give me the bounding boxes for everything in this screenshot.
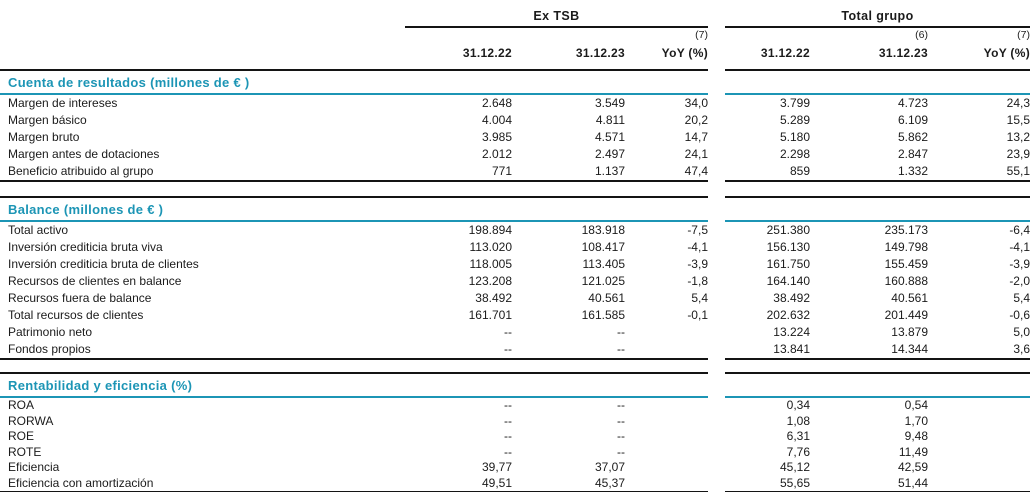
cell: 37,07 (594, 460, 625, 474)
cell: 123.208 (468, 274, 512, 288)
table-row (0, 129, 1034, 146)
spacer-cell (0, 28, 405, 43)
column-gap (708, 414, 725, 430)
cell: -1,8 (687, 274, 708, 288)
table-row (0, 273, 1034, 290)
cell (625, 414, 708, 430)
table-row (0, 445, 1034, 461)
column-gap (708, 307, 725, 324)
cell: 155.459 (884, 257, 928, 271)
cell: 2.847 (897, 147, 928, 161)
cell: -- (504, 413, 512, 428)
row-label: Patrimonio neto (8, 325, 93, 339)
rule-segment (725, 358, 1030, 360)
table-row (0, 341, 1034, 358)
column-gap (708, 256, 725, 273)
footnote-row (0, 28, 1034, 43)
cell: 235.173 (884, 223, 928, 237)
row-label: Eficiencia con amortización (8, 475, 154, 490)
column-gap (708, 129, 725, 146)
column-gap (708, 146, 725, 163)
column-gap (708, 163, 725, 180)
cell (928, 460, 1030, 476)
row-label: Inversión crediticia bruta de clientes (8, 257, 199, 271)
table-row (0, 414, 1034, 430)
section-bottom-rule (0, 180, 1034, 182)
section-spacer (0, 360, 1034, 372)
cell (928, 429, 1030, 445)
cell: -0,1 (687, 308, 708, 322)
cell: -- (504, 325, 512, 339)
cell: 2.298 (779, 147, 810, 161)
table-row (0, 222, 1034, 239)
rule-segment (0, 491, 708, 492)
cell: -6,4 (1009, 223, 1030, 237)
section-title-row (0, 374, 1034, 396)
cell: 14.344 (891, 342, 928, 356)
cell: 1,08 (786, 413, 810, 428)
column-gap (708, 239, 725, 256)
cell: 13.879 (891, 325, 928, 339)
row-label: ROE (8, 429, 35, 443)
column-gap (708, 460, 725, 476)
row-label: Beneficio atribuido al grupo (8, 164, 154, 178)
cell: 42,59 (897, 460, 928, 474)
cell: 45,12 (779, 460, 810, 474)
cell: 3.985 (481, 130, 512, 144)
col-header-ex-1: 31.12.22 (462, 46, 512, 60)
cell: -- (617, 429, 625, 443)
cell: 24,3 (1006, 96, 1030, 110)
cell: 5.862 (897, 130, 928, 144)
cell (625, 460, 708, 476)
cell: 3.799 (779, 96, 810, 110)
cell: 47,4 (684, 164, 708, 178)
cell: 183.918 (581, 223, 625, 237)
row-label: Margen antes de dotaciones (8, 147, 160, 161)
cell: 5,0 (1013, 325, 1030, 339)
cell: 23,9 (1006, 147, 1030, 161)
spacer-cell (725, 28, 810, 43)
cell: 39,77 (481, 460, 512, 474)
footnote-tg-yoy: (7) (1017, 29, 1030, 41)
table-row (0, 398, 1034, 414)
cell (625, 476, 708, 492)
row-label: ROTE (8, 444, 42, 459)
table-row (0, 256, 1034, 273)
cell: 55,65 (779, 475, 810, 490)
cell: 14,7 (684, 130, 708, 144)
rule-segment (725, 180, 1030, 182)
row-label: Total recursos de clientes (8, 308, 144, 322)
cell: 202.632 (766, 308, 810, 322)
row-label: Recursos de clientes en balance (8, 274, 182, 288)
cell: 5,4 (1013, 291, 1030, 305)
column-header-row (0, 43, 1034, 61)
spacer-cell (405, 28, 512, 43)
cell: 40.561 (891, 291, 928, 305)
cell: 161.585 (581, 308, 625, 322)
row-label: Inversión crediticia bruta viva (8, 240, 163, 254)
cell (625, 341, 708, 358)
cell: 121.025 (581, 274, 625, 288)
cell: 3.549 (594, 96, 625, 110)
cell: 108.417 (581, 240, 625, 254)
section-title-balance: Balance (millones de € ) (8, 202, 164, 217)
cell: -- (617, 398, 625, 412)
group-header-row (0, 6, 1034, 28)
cell: 38.492 (773, 291, 810, 305)
cell: 51,44 (897, 475, 928, 490)
section-top-rule (0, 372, 1034, 374)
cell: 13,2 (1006, 130, 1030, 144)
cell: 13.841 (773, 342, 810, 356)
rule-segment (0, 69, 708, 71)
rule-segment (725, 372, 1030, 374)
cell: 251.380 (766, 223, 810, 237)
table-row (0, 460, 1034, 476)
cell: 1.137 (594, 164, 625, 178)
column-gap (708, 341, 725, 358)
cell: 40.561 (588, 291, 625, 305)
cell: 156.130 (766, 240, 810, 254)
cell: 118.005 (469, 257, 512, 271)
cell: -- (504, 429, 512, 443)
cell: 24,1 (684, 147, 708, 161)
column-gap (708, 43, 725, 63)
row-label: Eficiencia (8, 460, 60, 474)
cell: 5.180 (779, 130, 810, 144)
rule-segment (0, 372, 708, 374)
cell: 2.012 (481, 147, 512, 161)
table-row (0, 324, 1034, 341)
cell: 45,37 (594, 475, 625, 490)
cell: 160.888 (884, 274, 928, 288)
column-gap (708, 28, 725, 43)
cell: 161.701 (468, 308, 512, 322)
table-row (0, 163, 1034, 180)
column-gap (708, 398, 725, 414)
cell: -- (617, 342, 625, 356)
cell: 113.405 (582, 257, 625, 271)
cell: 6.109 (897, 113, 928, 127)
cell: 3,6 (1013, 342, 1030, 356)
table-row (0, 307, 1034, 324)
group-label-total-grupo: Total grupo (725, 9, 1030, 28)
section-title-cuenta-resultados: Cuenta de resultados (millones de € ) (8, 75, 250, 90)
cell: 20,2 (684, 113, 708, 127)
cell: 34,0 (684, 96, 708, 110)
cell: 859 (789, 164, 810, 178)
cell: -2,0 (1009, 274, 1030, 288)
rule-segment (725, 69, 1030, 71)
cell: -3,9 (1009, 257, 1030, 271)
cell: -- (504, 444, 512, 459)
table-row (0, 95, 1034, 112)
cell: -- (617, 413, 625, 428)
row-label: Fondos propios (8, 342, 91, 356)
cell: 0,34 (786, 398, 810, 412)
cell (625, 429, 708, 445)
column-gap (708, 429, 725, 445)
cell: -- (504, 342, 512, 356)
rule-segment (725, 491, 1030, 492)
row-label: Margen de intereses (8, 96, 118, 110)
cell: 2.497 (594, 147, 625, 161)
cell (928, 445, 1030, 461)
section-title-rentabilidad: Rentabilidad y eficiencia (%) (8, 378, 193, 393)
cell: 49,51 (481, 475, 512, 490)
rule-segment (0, 358, 708, 360)
cell (625, 398, 708, 414)
col-header-tg-2: 31.12.23 (878, 46, 928, 60)
col-header-tg-1: 31.12.22 (760, 46, 810, 60)
cell: -4,1 (687, 240, 708, 254)
row-label: Recursos fuera de balance (8, 291, 152, 305)
cell: 38.492 (475, 291, 512, 305)
cell: 771 (491, 164, 512, 178)
row-label: ROA (8, 398, 35, 412)
footnote-ex-yoy: (7) (695, 29, 708, 41)
table-row (0, 429, 1034, 445)
cell: 161.750 (766, 257, 810, 271)
section-bottom-rule (0, 491, 1034, 492)
column-gap (708, 273, 725, 290)
cell: 6,31 (786, 429, 810, 443)
spacer-cell (0, 43, 405, 63)
rule-segment (725, 196, 1030, 198)
cell: 13.224 (773, 325, 810, 339)
column-gap (708, 476, 725, 492)
cell (928, 414, 1030, 430)
column-gap (708, 222, 725, 239)
cell: 5,4 (691, 291, 708, 305)
cell: -- (617, 444, 625, 459)
column-gap (708, 290, 725, 307)
table-row (0, 290, 1034, 307)
cell: -- (617, 325, 625, 339)
cell: -- (504, 398, 512, 412)
column-gap (708, 95, 725, 112)
section-top-rule (0, 69, 1034, 71)
col-header-tg-yoy: YoY (%) (983, 46, 1030, 60)
cell: -4,1 (1009, 240, 1030, 254)
row-label: Margen básico (8, 113, 87, 127)
cell: 15,5 (1006, 113, 1030, 127)
cell: 7,76 (786, 444, 810, 459)
section-spacer (0, 182, 1034, 196)
cell: -3,9 (687, 257, 708, 271)
rule-segment (0, 196, 708, 198)
cell: 4.004 (481, 113, 512, 127)
table-row (0, 146, 1034, 163)
cell (625, 445, 708, 461)
section-top-rule (0, 196, 1034, 198)
cell: 149.798 (884, 240, 928, 254)
table-row (0, 239, 1034, 256)
column-gap (708, 445, 725, 461)
row-label: Total activo (8, 223, 69, 237)
cell (625, 324, 708, 341)
cell: 1,70 (904, 413, 928, 428)
cell: 113.020 (469, 240, 512, 254)
cell: 0,54 (904, 398, 928, 412)
cell: -7,5 (687, 223, 708, 237)
cell: 201.449 (884, 308, 928, 322)
cell: 164.140 (766, 274, 810, 288)
cell: 2.648 (481, 96, 512, 110)
cell: -0,6 (1009, 308, 1030, 322)
cell: 4.723 (897, 96, 928, 110)
cell: 55,1 (1006, 164, 1030, 178)
row-label: Margen bruto (8, 130, 80, 144)
spacer-cell (512, 28, 625, 43)
cell: 198.894 (468, 223, 512, 237)
column-gap (708, 112, 725, 129)
column-gap (708, 324, 725, 341)
cell: 5.289 (779, 113, 810, 127)
section-title-row (0, 71, 1034, 93)
table-row (0, 112, 1034, 129)
col-header-ex-2: 31.12.23 (575, 46, 625, 60)
cell (928, 476, 1030, 492)
col-header-ex-yoy: YoY (%) (661, 46, 708, 60)
cell (928, 398, 1030, 414)
cell: 4.571 (594, 130, 625, 144)
cell: 4.811 (595, 113, 625, 127)
row-label: RORWA (8, 413, 54, 428)
table-row (0, 476, 1034, 492)
cell: 11,49 (898, 444, 928, 459)
group-label-ex-tsb: Ex TSB (405, 9, 708, 28)
cell: 9,48 (904, 429, 928, 443)
section-bottom-rule (0, 358, 1034, 360)
cell: 1.332 (897, 164, 928, 178)
section-title-row (0, 198, 1034, 220)
rule-segment (0, 180, 708, 182)
footnote-tg-311223: (6) (915, 29, 928, 41)
